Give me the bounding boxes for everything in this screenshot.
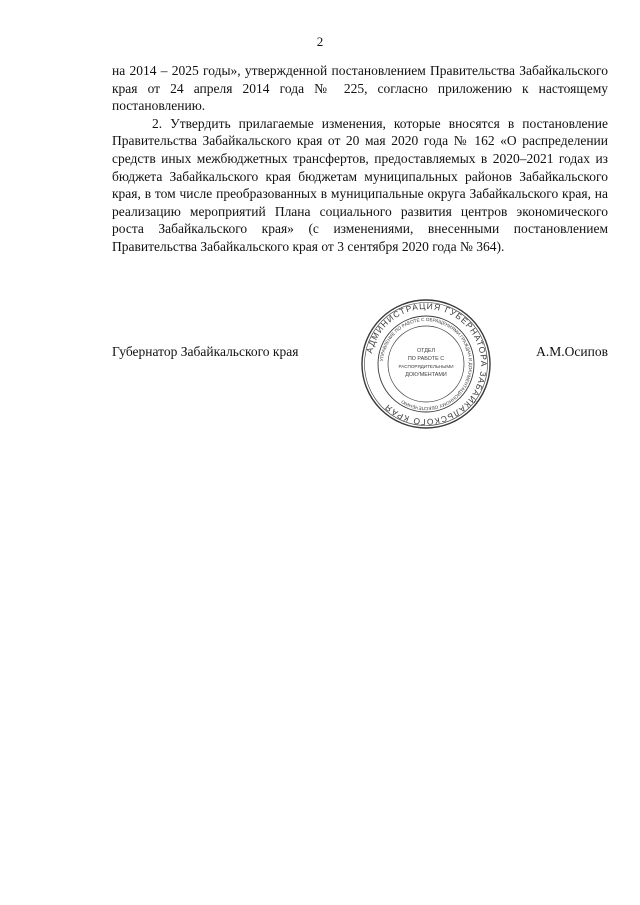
seal-center-line-3: РАСПОРЯДИТЕЛЬНЫМИ [398, 364, 454, 369]
seal-center-line-2: ПО РАБОТЕ С [407, 356, 445, 362]
seal-center-line-1: ОТДЕЛ [416, 348, 436, 354]
seal-stamp-icon [360, 298, 492, 430]
body-text [112, 62, 608, 256]
signatory-name: А.М.Осипов [536, 344, 608, 359]
seal-outer-text: АДМИНИСТРАЦИЯ ГУБЕРНАТОРА ЗАБАЙКАЛЬСКОГО КРАЯ [364, 300, 490, 428]
seal-center-line-4: ДОКУМЕНТАМИ [405, 372, 447, 378]
signatory-title: Губернатор Забайкальского края [112, 344, 299, 359]
paragraph-item-2: 2. Утвердить прилагаемые изменения, которые вносятся в постановление Правительства Забайкальского края от 20 мая 2020 года № 162 «О распределении средств иных межбюджетных трансфертов, предоставляемых в 2020–2021 годах из бюджета Забайкальского края бюджетам муниципальных районов Забайкальского края, в том числе преобразованных в муниципальные округа Забайкальского края, на реализацию мероприятий Плана социального развития центров экономического роста Забайкальского края» (с изменениями, внесенными постановлением Правительства Забайкальского края от 3 сентября 2020 года № 364). [112, 115, 608, 254]
official-seal [360, 298, 492, 430]
paragraph-continuation: на 2014 – 2025 годы», утвержденной постановлением Правительства Забайкальского края от 24 апреля 2014 года № 225, согласно приложению к настоящему постановлению. [112, 63, 608, 114]
seal-inner-text: УПРАВЛЕНИЕ ПО РАБОТЕ С ОБРАЩЕНИЯМИ ГРАЖДАН И ДОКУМЕНТАЦИОННОМУ ОБЕСПЕЧЕНИЮ [379, 316, 474, 412]
page-number: 2 [316, 34, 324, 49]
